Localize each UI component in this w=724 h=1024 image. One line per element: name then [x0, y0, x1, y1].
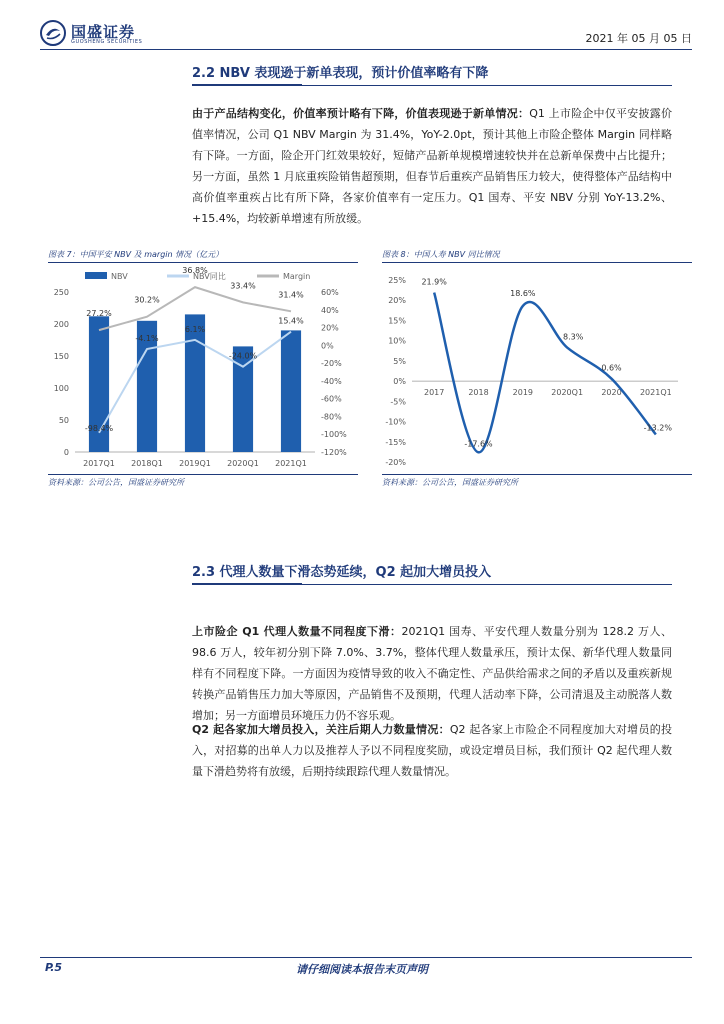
y-tick-label: 15%: [388, 316, 406, 326]
paragraph-agents-decline: [192, 621, 672, 726]
y-tick-label: -15%: [385, 437, 406, 447]
nbv-bar: [281, 330, 301, 452]
figure7-title: 图表 7：中国平安 NBV 及 margin 情况（亿元）: [48, 250, 224, 259]
x-tick-label: 2017: [423, 388, 445, 398]
y-tick-label: 0%: [393, 377, 406, 387]
nbv-yoy-line: [434, 293, 656, 453]
margin-data-label: 31.4%: [278, 290, 304, 300]
right-tick-label: -60%: [321, 394, 342, 404]
left-tick-label: 250: [53, 288, 69, 297]
left-tick-label: 200: [53, 320, 69, 329]
x-tick-label: 2019: [512, 388, 534, 398]
section-title-accent: [192, 84, 302, 86]
margin-data-label: 30.2%: [134, 295, 160, 305]
right-tick-label: -80%: [321, 412, 342, 422]
right-tick-label: -20%: [321, 359, 342, 369]
margin-data-label: 36.8%: [182, 266, 208, 276]
x-tick-label: 2019Q1: [179, 459, 211, 468]
section-title-nbv: [192, 58, 672, 86]
x-tick-label: 2018Q1: [131, 459, 163, 468]
nbv-yoy-data-label: 21.9%: [421, 277, 447, 287]
legend-swatch-nbv: [85, 272, 107, 279]
left-tick-label: 100: [53, 384, 69, 393]
margin-data-label: 27.2%: [86, 309, 112, 319]
nbv-yoy-data-label: -13.2%: [643, 423, 672, 433]
legend-label: NBV: [111, 272, 128, 281]
footer-rule: [40, 957, 692, 958]
figure8-bottom-rule: [382, 474, 692, 475]
right-tick-label: -120%: [321, 448, 347, 457]
section-title-nbv-text: 2.2 NBV 表现逊于新单表现，预计价值率略有下降: [192, 66, 489, 81]
nbv-bar: [185, 314, 205, 452]
left-tick-label: 0: [63, 448, 69, 457]
paragraph-agents-decline-body: 2021Q1 国寿、平安代理人数量分别为 128.2 万人、98.6 万人，较年初分别下降 7.0%、3.7%，整体代理人数量承压，预计太保、新华代理人数量同样有不同程度下降。一方面因为疫情导致的收入不确定性、产品供给需求之间的矛盾以及重疾新规转换产品销售压力加大等原因，产品销售不及预期，代理人活动率下降，公司清退及主动脱落人数增加；另一方面增员环境压力仍不容乐观。: [192, 625, 672, 722]
yoy-data-label: -24.0%: [228, 351, 258, 361]
y-tick-label: 10%: [388, 336, 406, 346]
figure7-chart: [45, 266, 361, 474]
x-tick-label: 2021Q1: [275, 459, 307, 468]
brand-name-en: GUOSHENG SECURITIES: [71, 39, 143, 45]
footer-disclaimer: 请仔细阅读本报告末页声明: [296, 963, 428, 976]
figure8-title: 图表 8：中国人寿 NBV 同比情况: [382, 250, 500, 259]
paragraph-nbv-lead: 由于产品结构变化，价值率预计略有下降，价值表现逊于新单情况：: [192, 107, 530, 120]
nbv-yoy-data-label: -17.6%: [464, 439, 493, 449]
figure7-top-rule: [48, 262, 358, 263]
header-rule: [40, 49, 692, 50]
brand-name: 国盛证券: [71, 23, 136, 41]
y-tick-label: -20%: [385, 458, 406, 467]
margin-data-label: 33.4%: [230, 281, 256, 291]
figure7-source: 资料来源：公司公告，国盛证券研究所: [48, 478, 184, 487]
figure8-source: 资料来源：公司公告，国盛证券研究所: [382, 478, 518, 487]
paragraph-agents-recruit-body: Q2 起各家上市险企不同程度加大对增员的投入，对招募的出单人力以及推荐人予以不同程度奖励，或设定增员目标，我们预计 Q2 起代理人数量下滑趋势将有放缓，后期持续跟踪代理人数量情况。: [192, 723, 672, 778]
section-title-accent: [192, 583, 302, 585]
x-tick-label: 2021Q1: [639, 388, 672, 398]
figure8-top-rule: [382, 262, 692, 263]
yoy-data-label: -98.4%: [84, 423, 114, 433]
paragraph-nbv-body: Q1 上市险企中仅平安披露价值率情况，公司 Q1 NBV Margin 为 31.4%，YoY-2.0pt，预计其他上市险企整体 Margin 同样略有下降。一方面，险企开门红效果较好，短储产品新单规模增速较快并在总新单保费中占比提升；另一方面，虽然 1 月底重疾险销售超预期，但春节后重疾产品销售压力较大，使得整体产品结构中高价值率重疾占比有所下降，各家价值率有一定压力。Q1 国寿、平安 NBV 分别 YoY-13.2%、+15.4%，均较新单增速有所放缓。: [192, 107, 672, 225]
section-title-agents: [192, 557, 672, 585]
y-tick-label: -5%: [390, 397, 406, 407]
page-number: P.5: [45, 961, 63, 974]
right-tick-label: 40%: [321, 305, 339, 315]
yoy-data-label: 15.4%: [278, 316, 304, 326]
right-tick-label: -100%: [321, 430, 347, 440]
y-tick-label: 20%: [388, 296, 406, 306]
paragraph-agents-recruit-lead: Q2 起各家加大增员投入，关注后期人力数量情况：: [192, 723, 450, 736]
x-tick-label: 2018: [468, 388, 489, 398]
nbv-yoy-data-label: 8.3%: [563, 332, 584, 342]
guosheng-logo-icon: [40, 20, 66, 46]
nbv-yoy-data-label: 0.6%: [601, 363, 622, 373]
x-tick-label: 2017Q1: [83, 459, 115, 468]
x-tick-label: 2020Q1: [551, 388, 584, 398]
paragraph-agents-recruit: [192, 719, 672, 782]
right-tick-label: 60%: [321, 288, 339, 297]
figure8-chart: [378, 266, 692, 474]
right-tick-label: 0%: [321, 341, 334, 351]
right-tick-label: 20%: [321, 323, 339, 333]
left-tick-label: 50: [58, 416, 69, 425]
nbv-yoy-data-label: 18.6%: [510, 288, 536, 298]
paragraph-nbv: [192, 103, 672, 229]
figure7-bottom-rule: [48, 474, 358, 475]
x-tick-label: 2020: [601, 388, 622, 398]
legend-label: NBV同比: [193, 272, 226, 281]
yoy-data-label: 6.1%: [184, 324, 206, 334]
paragraph-agents-decline-lead: 上市险企 Q1 代理人数量不同程度下滑：: [192, 625, 402, 638]
y-tick-label: 25%: [388, 276, 406, 285]
y-tick-label: -10%: [385, 417, 406, 427]
x-tick-label: 2020Q1: [227, 459, 259, 468]
report-date: 2021 年 05 月 05 日: [585, 32, 692, 45]
page-header: [40, 18, 692, 48]
legend-label: Margin: [283, 272, 311, 281]
right-tick-label: -40%: [321, 376, 342, 386]
y-tick-label: 5%: [393, 356, 406, 366]
section-title-agents-text: 2.3 代理人数量下滑态势延续，Q2 起加大增员投入: [192, 565, 492, 580]
yoy-data-label: -4.1%: [135, 333, 159, 343]
left-tick-label: 150: [53, 352, 69, 361]
